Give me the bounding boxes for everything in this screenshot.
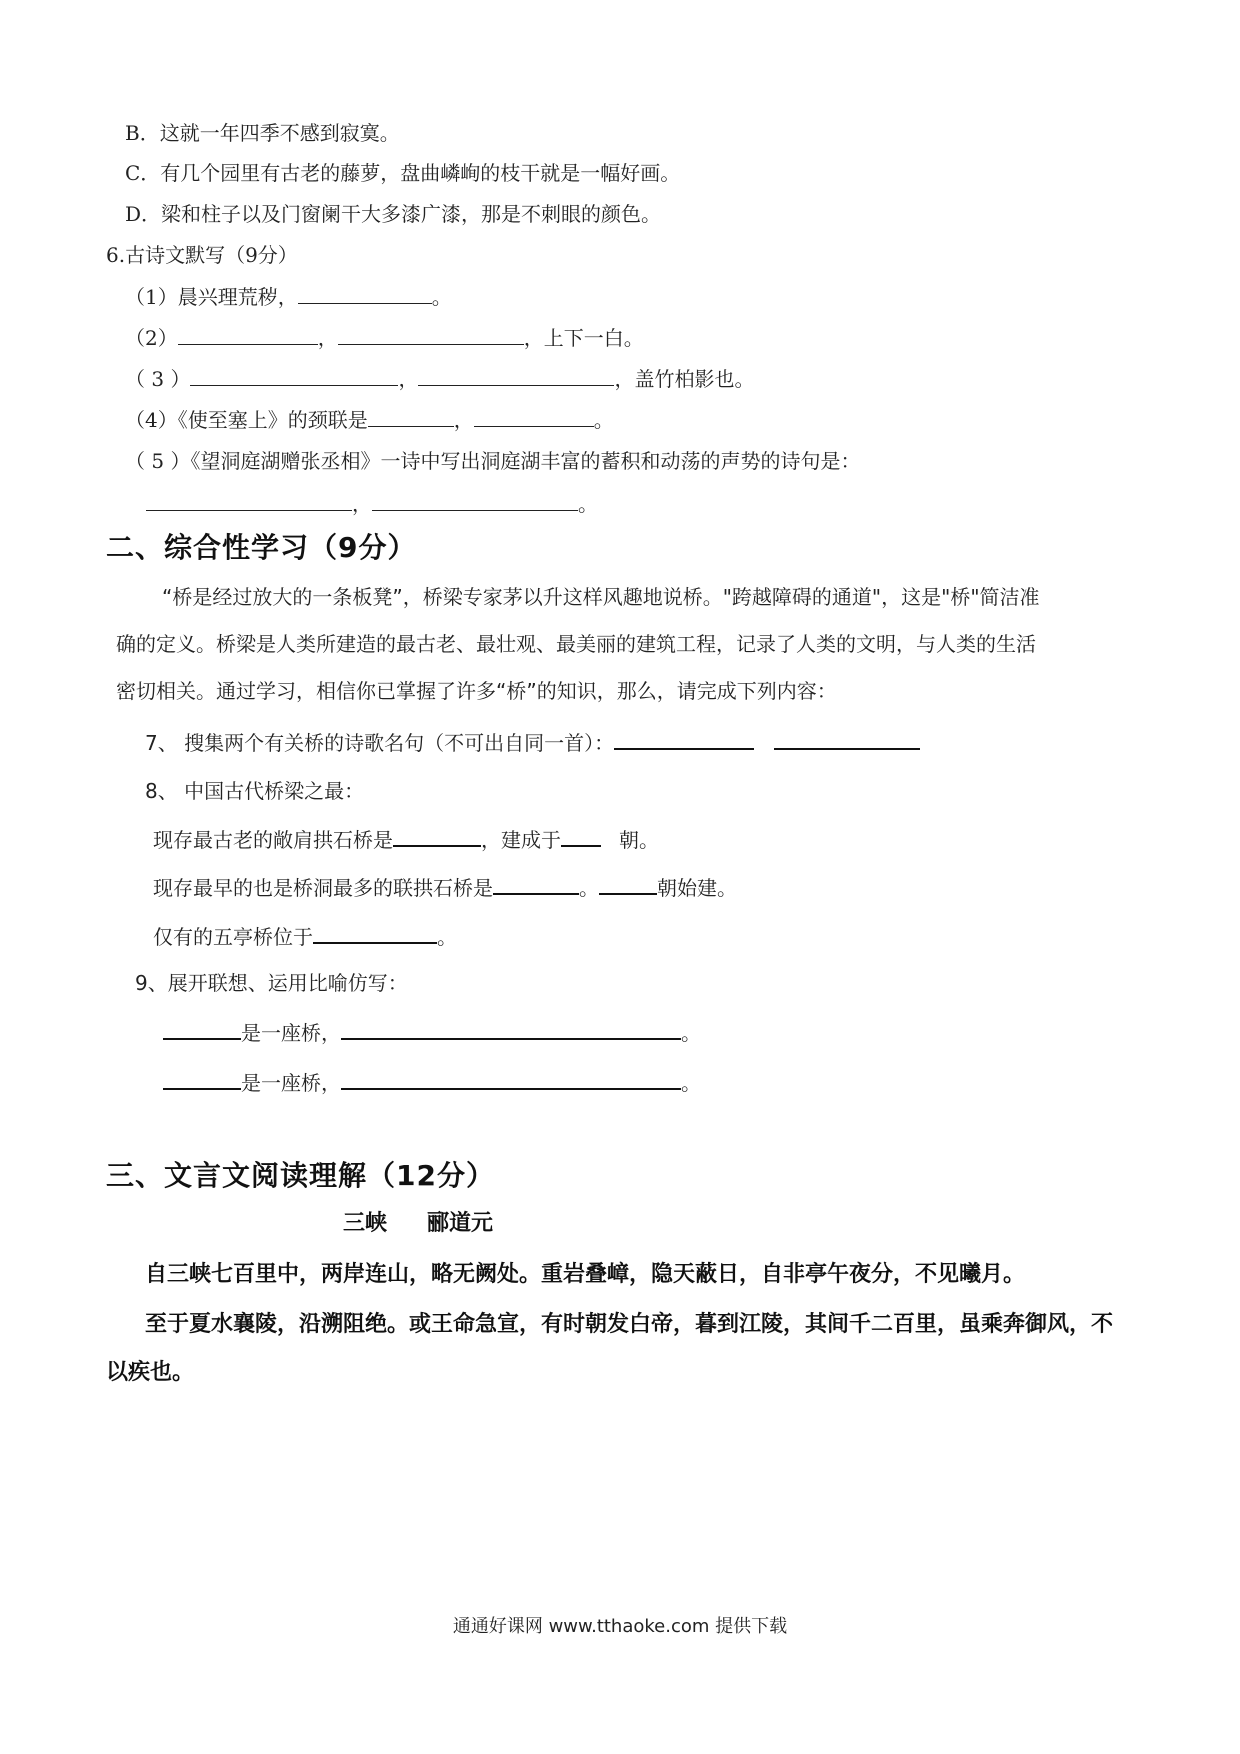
- option-b: B．这就一年四季不感到寂寞。: [125, 121, 400, 145]
- q6-item-1-prefix: （1）晨兴理荒秽，: [125, 285, 298, 309]
- q9-line-2-end: 。: [681, 1071, 701, 1095]
- answer-blank[interactable]: [163, 1016, 241, 1040]
- q8-title: 8、 中国古代桥梁之最：: [145, 779, 365, 803]
- q9-line-1-mid: 是一座桥，: [241, 1021, 341, 1045]
- passage-title-text: 三峡: [343, 1211, 388, 1236]
- q6-title: 6.古诗文默写（9分）: [106, 243, 298, 267]
- q8-line-1-b: ，建成于: [481, 828, 561, 852]
- q9-title: 9、展开联想、运用比喻仿写：: [135, 971, 408, 995]
- q9-line-2-mid: 是一座桥，: [241, 1071, 341, 1095]
- passage-title: [343, 1209, 493, 1239]
- passage-paragraph-2-line-1: 至于夏水襄陵，沿溯阻绝。或王命急宣，有时朝发白帝，暮到江陵，其间千二百里，虽乘奔御风，不: [145, 1312, 1114, 1337]
- q9-line-2: [163, 1066, 701, 1098]
- q8-line-1-a: 现存最古老的敞肩拱石桥是: [153, 828, 393, 852]
- passage-author: 郦道元: [427, 1211, 494, 1236]
- answer-blank[interactable]: [341, 1066, 681, 1090]
- answer-blank[interactable]: [146, 488, 352, 511]
- answer-blank[interactable]: [190, 363, 398, 386]
- answer-blank[interactable]: [372, 488, 578, 511]
- section-3-heading: 三、文言文阅读理解（12分）: [106, 1159, 495, 1192]
- answer-blank[interactable]: [774, 726, 920, 750]
- section-2-paragraph-line-2: 确的定义。桥梁是人类所建造的最古老、最壮观、最美丽的建筑工程，记录了人类的文明，与人类的生活: [116, 632, 1036, 656]
- q8-line-3: [153, 920, 457, 952]
- answer-blank[interactable]: [561, 823, 601, 847]
- answer-blank[interactable]: [298, 281, 432, 304]
- q8-line-3-b: 。: [437, 925, 457, 949]
- answer-blank[interactable]: [393, 823, 481, 847]
- section-2-heading: 二、综合性学习（9分）: [106, 531, 417, 564]
- q6-item-1-suffix: 。: [431, 285, 452, 309]
- q6-item-3-suffix: ，盖竹柏影也。: [614, 367, 755, 391]
- option-d: D．梁和柱子以及门窗阑干大多漆广漆，那是不刺眼的颜色。: [125, 202, 662, 226]
- answer-blank[interactable]: [163, 1066, 241, 1090]
- q6-item-5-suffix: 。: [578, 492, 598, 516]
- q7: [145, 726, 920, 758]
- q8-line-2: [153, 871, 737, 903]
- answer-blank[interactable]: [599, 871, 657, 895]
- section-2-paragraph-line-1: “桥是经过放大的一条板凳”，桥梁专家茅以升这样风趣地说桥。"跨越障碍的通道"，这是"桥"简洁准: [162, 585, 1040, 609]
- q6-item-2-comma: ，: [317, 326, 338, 350]
- q6-item-4-prefix: （4）《使至塞上》的颈联是: [125, 408, 368, 432]
- passage-paragraph-2-line-2: 以疾也。: [106, 1360, 195, 1385]
- q6-item-2: [125, 322, 644, 353]
- q9-line-1: [163, 1016, 701, 1048]
- page-footer: 通通好课网 www.tthaoke.com 提供下载: [452, 1616, 788, 1637]
- q8-line-2-c: 朝始建。: [657, 876, 737, 900]
- q6-item-5-comma: ，: [352, 492, 372, 516]
- option-c: C．有几个园里有古老的藤萝，盘曲嶙峋的枝干就是一幅好画。: [125, 161, 681, 185]
- answer-blank[interactable]: [418, 363, 614, 386]
- q9-line-1-end: 。: [681, 1021, 701, 1045]
- q6-item-3-comma: ，: [398, 367, 419, 391]
- q6-item-2-prefix: （2）: [125, 326, 178, 350]
- q7-text: 7、 搜集两个有关桥的诗歌名句（不可出自同一首）：: [145, 731, 615, 755]
- answer-blank[interactable]: [493, 871, 579, 895]
- q8-line-3-a: 仅有的五亭桥位于: [153, 925, 313, 949]
- q6-item-4-suffix: 。: [593, 408, 614, 432]
- section-2-paragraph-line-3: 密切相关。通过学习，相信你已掌握了许多“桥”的知识，那么，请完成下列内容：: [116, 679, 837, 703]
- q6-item-2-suffix: ，上下一白。: [523, 326, 644, 350]
- q6-item-3: [125, 363, 754, 394]
- q6-item-3-prefix: （ 3 ）: [125, 367, 191, 391]
- answer-blank[interactable]: [178, 322, 318, 345]
- q6-item-4-comma: ，: [453, 408, 474, 432]
- q6-item-5-answer: [146, 488, 598, 519]
- answer-blank[interactable]: [368, 404, 454, 427]
- q8-line-1-c: 朝。: [619, 828, 659, 852]
- answer-blank[interactable]: [313, 920, 437, 944]
- q8-line-1: [153, 823, 659, 855]
- q6-item-5: （ 5 ）《望洞庭湖赠张丞相》一诗中写出洞庭湖丰富的蓄积和动荡的声势的诗句是：: [125, 449, 861, 473]
- q6-item-1: [125, 281, 452, 312]
- q6-item-4: [125, 404, 614, 435]
- answer-blank[interactable]: [614, 726, 754, 750]
- answer-blank[interactable]: [474, 404, 594, 427]
- answer-blank[interactable]: [338, 322, 524, 345]
- answer-blank[interactable]: [341, 1016, 681, 1040]
- q8-line-2-a: 现存最早的也是桥洞最多的联拱石桥是: [153, 876, 493, 900]
- passage-paragraph-1: 自三峡七百里中，两岸连山，略无阙处。重岩叠嶂，隐天蔽日，自非亭午夜分，不见曦月。: [145, 1262, 1026, 1287]
- q8-line-2-b: 。: [579, 876, 599, 900]
